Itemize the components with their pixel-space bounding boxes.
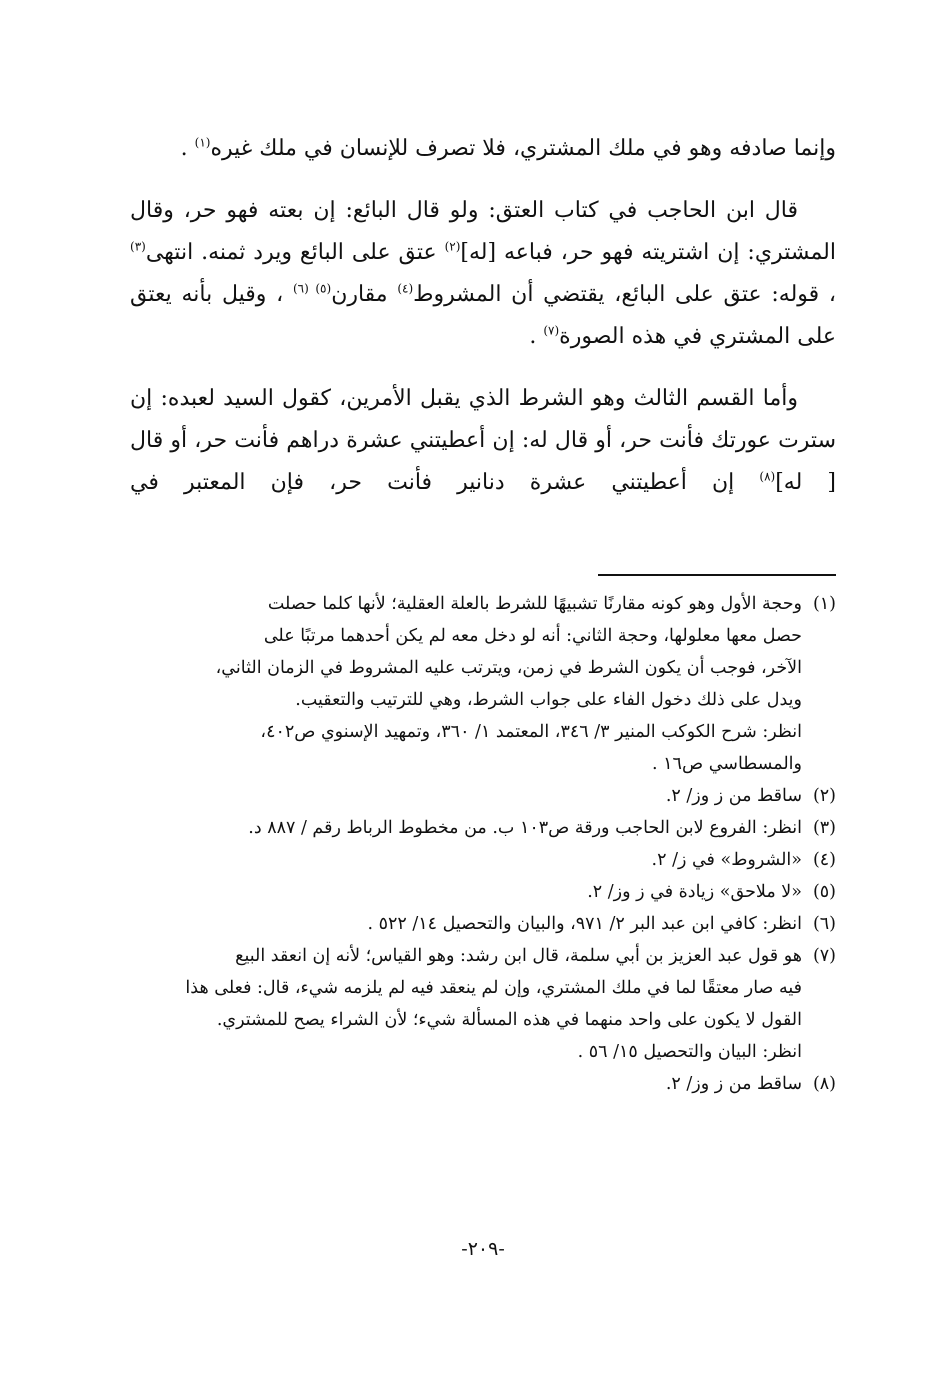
paragraph-2 <box>130 190 836 358</box>
text-run: إن أعطيتني عشرة دنانير فأنت حر، فإن المعتبر في <box>130 470 760 495</box>
footnote-8 <box>130 1068 836 1100</box>
footnote-line: ساقط من ز وز/ ٢. <box>665 1074 802 1094</box>
footnote-ref[interactable]: (١) <box>194 135 211 150</box>
footnote-text <box>130 908 802 940</box>
footnote-line: انظر: البيان والتحصيل ١٥/ ٥٦ . <box>577 1042 802 1062</box>
footnote-number: (٣) <box>812 818 836 838</box>
footnote-number: (٥) <box>812 882 836 902</box>
footnote-text <box>130 844 802 876</box>
footnote-4 <box>130 844 836 876</box>
footnote-number: (٤) <box>812 850 836 870</box>
footnote-ref[interactable]: (٤) <box>397 281 414 296</box>
footnote-line: والمسطاسي ص١٦ . <box>652 754 802 774</box>
footnote-number: (٦) <box>812 914 836 934</box>
text-run: . <box>529 324 544 349</box>
footnote-number: (٧) <box>812 946 836 966</box>
footnote-line: «الشروط» في ز/ ٢. <box>651 850 802 870</box>
text-run: ، وقيل بأنه يعتق على المشتري في هذه الصورة <box>130 282 836 349</box>
footnote-line: ساقط من ز وز/ ٢. <box>665 786 802 806</box>
footnote-line: ويدل على ذلك دخول الفاء على جواب الشرط، وهي للترتيب والتعقيب. <box>295 690 802 710</box>
footnote-6 <box>130 908 836 940</box>
footnote-7 <box>130 940 836 1068</box>
text-run: مقارن <box>331 282 398 307</box>
footnote-line: فيه صار معتقًا لما في ملك المشتري، وإن لم ينعقد فيه لم يلزمه شيء، قال: فعلى هذا <box>185 978 802 998</box>
text-run: ، قوله: عتق على البائع، يقتضي أن المشروط <box>413 282 837 307</box>
footnote-ref[interactable]: (٥) (٦) <box>292 281 332 296</box>
footnotes <box>130 588 836 1100</box>
footnote-text <box>130 588 802 780</box>
footnote-line: القول لا يكون على واحد منهما في هذه المسألة شيء؛ لأن الشراء يصح للمشتري. <box>216 1010 802 1030</box>
footnote-line: الآخر، فوجب أن يكون الشرط في زمن، ويترتب عليه المشروط في الزمان الثاني، <box>215 658 802 678</box>
footnote-ref[interactable]: (٧) <box>543 323 560 338</box>
paragraph-3 <box>130 378 836 504</box>
footnote-line: «لا ملاحق» زيادة في ز وز/ ٢. <box>587 882 802 902</box>
text-run: . <box>180 136 195 161</box>
footnote-line: هو قول عبد العزيز بن أبي سلمة، قال ابن رشد: وهو القياس؛ لأنه إن انعقد البيع <box>235 946 802 966</box>
footnote-separator <box>598 574 836 576</box>
footnote-line: وحجة الأول وهو كونه مقارنًا تشبيهًا للشرط بالعلة العقلية؛ لأنها كلما حصلت <box>267 594 802 614</box>
text-run: وأما القسم الثالث وهو الشرط الذي يقبل الأمرين، كقول السيد لعبده: إن سترت عورتك فأنت حر، أو قال له: إن أعطيتني عشرة دراهم فأنت حر، أو قال [ له] <box>130 386 836 495</box>
page-number: -٢٠٩- <box>461 1238 505 1260</box>
footnote-ref[interactable]: (٣) <box>130 239 146 254</box>
footnote-2 <box>130 780 836 812</box>
footnote-line: حصل معها معلولها، وحجة الثاني: أنه لو دخل معه لم يكن أحدهما مرتبًا على <box>263 626 802 646</box>
footnote-line: انظر: كافي ابن عبد البر ٢/ ٩٧١، والبيان والتحصيل ١٤/ ٥٢٢ . <box>367 914 802 934</box>
footnote-number: (١) <box>812 594 836 614</box>
footnote-number: (٨) <box>812 1074 836 1094</box>
footnote-number: (٢) <box>812 786 836 806</box>
footnote-3 <box>130 812 836 844</box>
footnote-line: انظر: شرح الكوكب المنير ٣/ ٣٤٦، المعتمد ١/ ٣٦٠، وتمهيد الإسنوي ص٤٠٢، <box>260 722 802 742</box>
footnote-text <box>130 1068 802 1100</box>
main-text <box>130 128 836 524</box>
text-run: عتق على البائع ويرد ثمنه. انتهى <box>145 240 445 265</box>
footnote-ref[interactable]: (٢) <box>444 239 461 254</box>
book-page <box>130 0 836 1374</box>
footnote-5 <box>130 876 836 908</box>
footnote-text <box>130 812 802 844</box>
footnote-text <box>130 780 802 812</box>
text-run: وإنما صادفه وهو في ملك المشتري، فلا تصرف للإنسان في ملك غيره <box>210 136 836 161</box>
paragraph-1 <box>130 128 836 170</box>
footnote-1 <box>130 588 836 780</box>
footnote-line: انظر: الفروع لابن الحاجب ورقة ص١٠٣ ب. من مخطوط الرباط رقم / ٨٨٧ د. <box>248 818 802 838</box>
footnote-text <box>130 876 802 908</box>
footnote-ref[interactable]: (٨) <box>759 469 776 484</box>
text-run: قال ابن الحاجب في كتاب العتق: ولو قال البائع: إن بعته فهو حر، وقال المشتري: إن اشتريته فهو حر، فباعه [له] <box>130 198 836 265</box>
footnote-text <box>130 940 802 1068</box>
